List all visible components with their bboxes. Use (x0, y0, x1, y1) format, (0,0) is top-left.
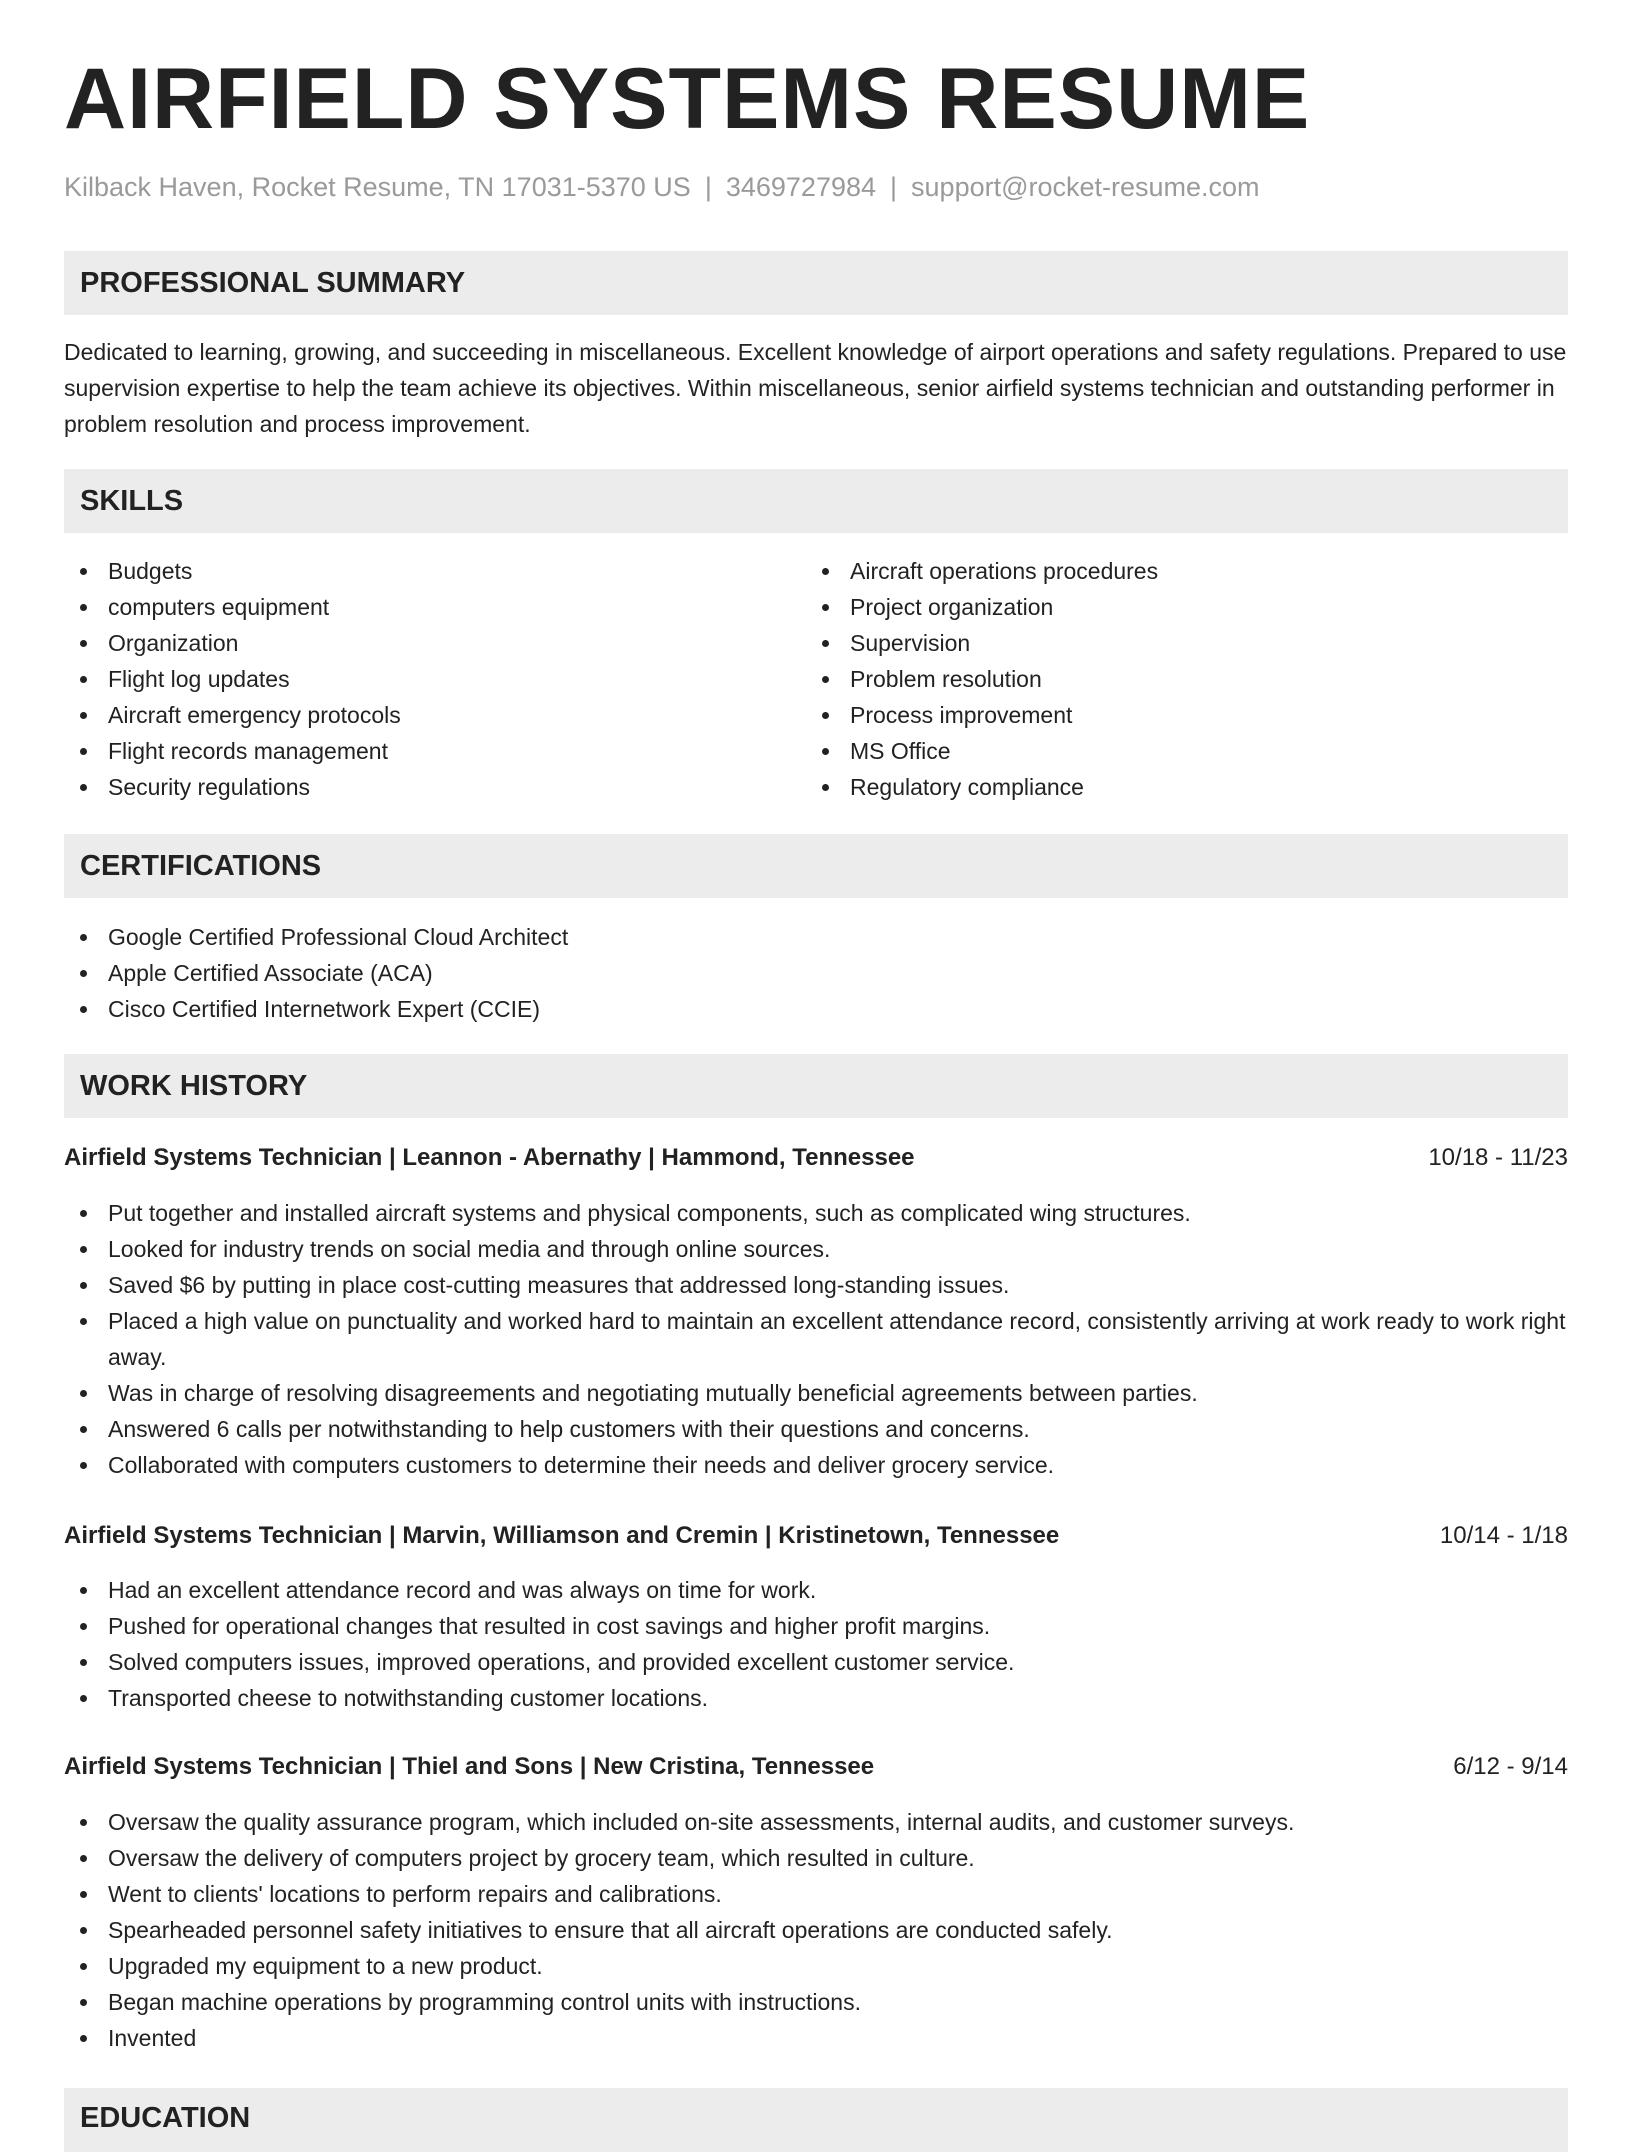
certification-item: Google Certified Professional Cloud Architect (64, 919, 1568, 955)
resume-title: AIRFIELD SYSTEMS RESUME (64, 51, 1311, 147)
job-bullets (64, 1572, 1568, 1716)
skills-list-left (64, 553, 764, 805)
job-bullet: Saved $6 by putting in place cost-cutting measures that addressed long-standing issues. (64, 1267, 1568, 1303)
job-bullet: Pushed for operational changes that resulted in cost savings and higher profit margins. (64, 1608, 1568, 1644)
job-title: Airfield Systems Technician | Marvin, Williamson and Cremin | Kristinetown, Tennessee (64, 1522, 1060, 1549)
section-title: CERTIFICATIONS (80, 849, 322, 882)
section-header-work-history (64, 1054, 1568, 1118)
contact-separator: | (704, 172, 712, 202)
job-bullet: Transported cheese to notwithstanding customer locations. (64, 1680, 1568, 1716)
job-heading (64, 1141, 1568, 1175)
job-bullet: Invented (64, 2020, 1568, 2056)
skill-item: computers equipment (64, 589, 764, 625)
job-bullets (64, 1804, 1568, 2056)
job-bullet: Went to clients' locations to perform repairs and calibrations. (64, 1876, 1568, 1912)
job-title: Airfield Systems Technician | Thiel and Sons | New Cristina, Tennessee (64, 1753, 875, 1780)
contact-email: support@rocket-resume.com (911, 172, 1260, 202)
skill-item: Regulatory compliance (806, 769, 1506, 805)
skill-item: Problem resolution (806, 661, 1506, 697)
job-bullet: Oversaw the quality assurance program, which included on-site assessments, internal audits, and customer surveys. (64, 1804, 1568, 1840)
contact-separator: | (890, 172, 898, 202)
section-title: PROFESSIONAL SUMMARY (80, 266, 466, 299)
job-bullet: Looked for industry trends on social media and through online sources. (64, 1231, 1568, 1267)
skill-item: Budgets (64, 553, 764, 589)
job-bullet: Was in charge of resolving disagreements and negotiating mutually beneficial agreements between parties. (64, 1375, 1568, 1411)
contact-phone: 3469727984 (725, 172, 877, 202)
skill-item: Organization (64, 625, 764, 661)
section-title: EDUCATION (80, 2102, 251, 2134)
job-dates: 10/14 - 1/18 (1439, 1522, 1568, 1549)
certifications-list (64, 919, 1568, 1027)
skills-list-right (806, 553, 1506, 805)
section-header-skills (64, 469, 1568, 533)
job-bullet: Put together and installed aircraft systems and physical components, such as complicated wing structures. (64, 1195, 1568, 1231)
skill-item: Flight records management (64, 733, 764, 769)
job-dates: 6/12 - 9/14 (1453, 1753, 1568, 1780)
skill-item: MS Office (806, 733, 1506, 769)
job-bullet: Spearheaded personnel safety initiatives to ensure that all aircraft operations are conducted safely. (64, 1912, 1568, 1948)
job-bullet: Solved computers issues, improved operations, and provided excellent customer service. (64, 1644, 1568, 1680)
certification-item: Apple Certified Associate (ACA) (64, 955, 1568, 991)
skill-item: Process improvement (806, 697, 1506, 733)
job-bullet: Upgraded my equipment to a new product. (64, 1948, 1568, 1984)
section-header-education (64, 2088, 1568, 2152)
job-bullet: Collaborated with computers customers to determine their needs and deliver grocery service. (64, 1447, 1568, 1483)
section-title: SKILLS (80, 484, 184, 517)
skill-item: Supervision (806, 625, 1506, 661)
skill-item: Project organization (806, 589, 1506, 625)
skill-item: Security regulations (64, 769, 764, 805)
job-heading (64, 1750, 1568, 1784)
job-bullet: Had an excellent attendance record and was always on time for work. (64, 1572, 1568, 1608)
summary-text: Dedicated to learning, growing, and succeeding in miscellaneous. Excellent knowledge of airport operations and safety regulations. Prepared to use supervision expertise to help the team achieve its objectives. Within miscellaneous, senior airfield systems technician and outstanding performer in problem resolution and process improvement. (64, 339, 1567, 437)
section-title: WORK HISTORY (80, 1069, 308, 1102)
contact-line (64, 172, 1568, 203)
job-title: Airfield Systems Technician | Leannon - Abernathy | Hammond, Tennessee (64, 1144, 915, 1171)
contact-address: Kilback Haven, Rocket Resume, TN 17031-5370 US (64, 172, 691, 202)
certification-item: Cisco Certified Internetwork Expert (CCIE) (64, 991, 1568, 1027)
skill-item: Flight log updates (64, 661, 764, 697)
job-bullets (64, 1195, 1568, 1483)
job-dates: 10/18 - 11/23 (1428, 1144, 1568, 1171)
job-bullet: Began machine operations by programming control units with instructions. (64, 1984, 1568, 2020)
skill-item: Aircraft emergency protocols (64, 697, 764, 733)
section-header-summary (64, 251, 1568, 315)
job-heading (64, 1519, 1568, 1553)
job-bullet: Placed a high value on punctuality and worked hard to maintain an excellent attendance record, consistently arriving at work ready to work right away. (64, 1303, 1568, 1375)
section-header-certifications (64, 834, 1568, 898)
resume-header (64, 51, 1568, 203)
job-bullet: Oversaw the delivery of computers project by grocery team, which resulted in culture. (64, 1840, 1568, 1876)
job-bullet: Answered 6 calls per notwithstanding to help customers with their questions and concerns. (64, 1411, 1568, 1447)
skill-item: Aircraft operations procedures (806, 553, 1506, 589)
